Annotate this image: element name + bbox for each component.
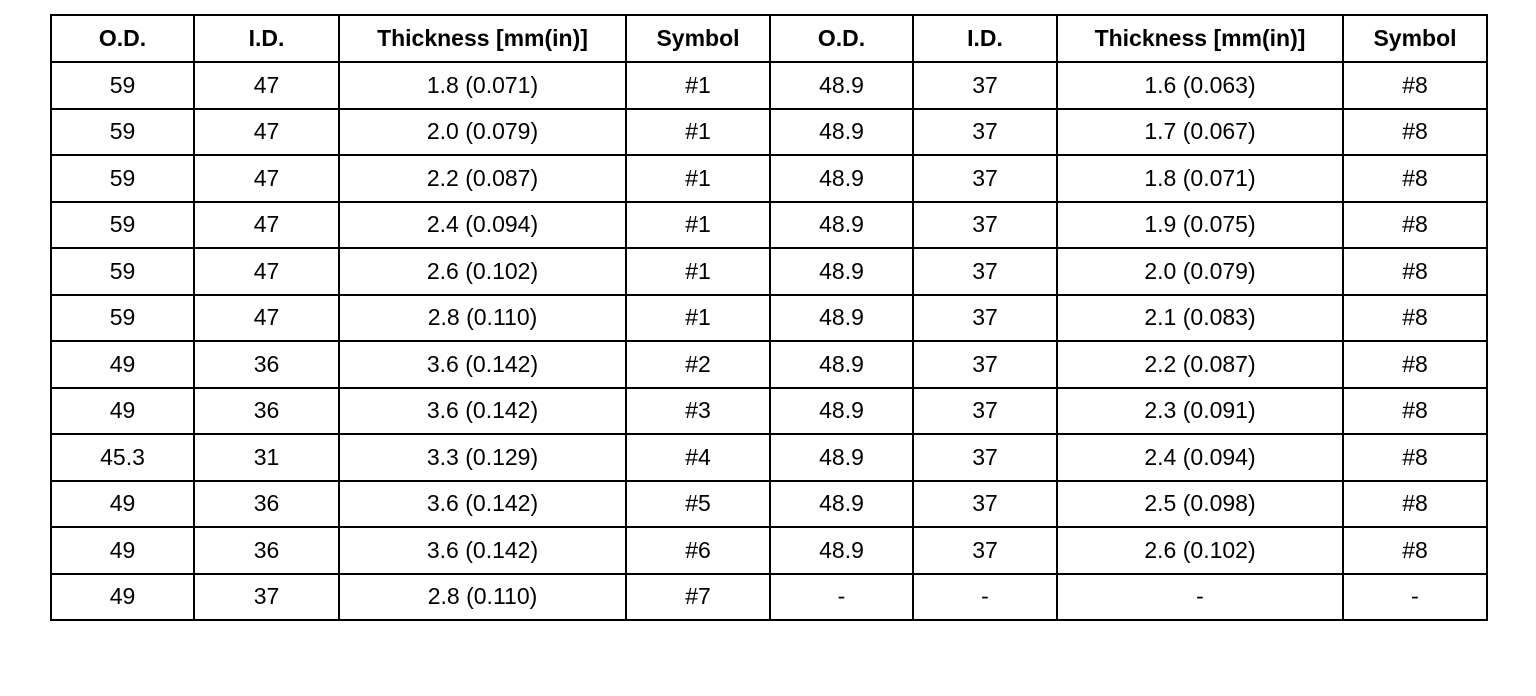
cell-id-right: 37 (913, 155, 1057, 202)
cell-od-left: 59 (51, 62, 194, 109)
cell-id-right: 37 (913, 295, 1057, 342)
cell-id-left: 37 (194, 574, 339, 621)
cell-od-right: 48.9 (770, 248, 913, 295)
cell-id-right: 37 (913, 62, 1057, 109)
table-row (51, 109, 1487, 156)
header-od-left: O.D. (51, 15, 194, 62)
cell-symbol-right: #8 (1343, 155, 1487, 202)
header-row (51, 15, 1487, 62)
cell-od-right: 48.9 (770, 295, 913, 342)
table-row (51, 574, 1487, 621)
cell-thickness-left: 3.6 (0.142) (339, 527, 626, 574)
header-thickness-left: Thickness [mm(in)] (339, 15, 626, 62)
cell-symbol-right: #8 (1343, 388, 1487, 435)
cell-symbol-right: #8 (1343, 341, 1487, 388)
table-row (51, 341, 1487, 388)
cell-od-left: 59 (51, 155, 194, 202)
header-symbol-right: Symbol (1343, 15, 1487, 62)
cell-symbol-right: #8 (1343, 248, 1487, 295)
cell-symbol-right: #8 (1343, 109, 1487, 156)
table-row (51, 202, 1487, 249)
cell-od-left: 49 (51, 388, 194, 435)
table-row (51, 388, 1487, 435)
table-row (51, 527, 1487, 574)
header-id-left: I.D. (194, 15, 339, 62)
cell-od-left: 49 (51, 481, 194, 528)
header-symbol-left: Symbol (626, 15, 770, 62)
cell-od-left: 59 (51, 109, 194, 156)
cell-thickness-left: 2.2 (0.087) (339, 155, 626, 202)
cell-symbol-left: #1 (626, 295, 770, 342)
cell-id-left: 36 (194, 341, 339, 388)
cell-id-left: 31 (194, 434, 339, 481)
cell-thickness-right: 1.8 (0.071) (1057, 155, 1343, 202)
cell-id-left: 36 (194, 388, 339, 435)
cell-symbol-left: #1 (626, 248, 770, 295)
cell-id-right: 37 (913, 248, 1057, 295)
cell-thickness-left: 1.8 (0.071) (339, 62, 626, 109)
cell-id-left: 47 (194, 248, 339, 295)
cell-thickness-left: 2.6 (0.102) (339, 248, 626, 295)
table-row (51, 155, 1487, 202)
cell-id-right: - (913, 574, 1057, 621)
cell-od-right: 48.9 (770, 155, 913, 202)
cell-symbol-left: #2 (626, 341, 770, 388)
cell-od-right: - (770, 574, 913, 621)
header-od-right: O.D. (770, 15, 913, 62)
header-thickness-right: Thickness [mm(in)] (1057, 15, 1343, 62)
cell-thickness-right: 1.9 (0.075) (1057, 202, 1343, 249)
cell-thickness-right: 1.6 (0.063) (1057, 62, 1343, 109)
cell-od-right: 48.9 (770, 62, 913, 109)
cell-symbol-left: #4 (626, 434, 770, 481)
cell-symbol-left: #1 (626, 62, 770, 109)
cell-od-right: 48.9 (770, 434, 913, 481)
cell-symbol-right: #8 (1343, 295, 1487, 342)
cell-symbol-right: #8 (1343, 527, 1487, 574)
cell-symbol-left: #6 (626, 527, 770, 574)
table-row (51, 248, 1487, 295)
cell-thickness-right: 2.3 (0.091) (1057, 388, 1343, 435)
cell-id-left: 47 (194, 295, 339, 342)
table-row (51, 295, 1487, 342)
cell-id-left: 47 (194, 109, 339, 156)
cell-id-right: 37 (913, 109, 1057, 156)
cell-thickness-left: 3.6 (0.142) (339, 341, 626, 388)
cell-id-left: 47 (194, 62, 339, 109)
shim-spec-table (50, 14, 1488, 621)
cell-symbol-right: #8 (1343, 202, 1487, 249)
cell-thickness-left: 2.4 (0.094) (339, 202, 626, 249)
cell-id-left: 36 (194, 481, 339, 528)
table-body (51, 62, 1487, 620)
cell-od-right: 48.9 (770, 388, 913, 435)
cell-id-left: 47 (194, 202, 339, 249)
cell-id-right: 37 (913, 527, 1057, 574)
cell-thickness-right: - (1057, 574, 1343, 621)
cell-od-left: 49 (51, 341, 194, 388)
cell-id-left: 47 (194, 155, 339, 202)
cell-thickness-right: 2.1 (0.083) (1057, 295, 1343, 342)
cell-symbol-left: #7 (626, 574, 770, 621)
cell-thickness-left: 3.3 (0.129) (339, 434, 626, 481)
cell-thickness-right: 2.5 (0.098) (1057, 481, 1343, 528)
cell-thickness-left: 2.8 (0.110) (339, 574, 626, 621)
cell-thickness-right: 2.0 (0.079) (1057, 248, 1343, 295)
table-row (51, 481, 1487, 528)
cell-id-right: 37 (913, 481, 1057, 528)
cell-symbol-left: #5 (626, 481, 770, 528)
table-row (51, 62, 1487, 109)
cell-thickness-right: 1.7 (0.067) (1057, 109, 1343, 156)
cell-symbol-left: #3 (626, 388, 770, 435)
cell-symbol-left: #1 (626, 155, 770, 202)
table-row (51, 434, 1487, 481)
cell-od-left: 59 (51, 295, 194, 342)
cell-id-left: 36 (194, 527, 339, 574)
cell-thickness-left: 3.6 (0.142) (339, 481, 626, 528)
cell-id-right: 37 (913, 202, 1057, 249)
cell-symbol-right: - (1343, 574, 1487, 621)
cell-symbol-right: #8 (1343, 434, 1487, 481)
cell-symbol-right: #8 (1343, 481, 1487, 528)
cell-symbol-left: #1 (626, 202, 770, 249)
cell-thickness-left: 3.6 (0.142) (339, 388, 626, 435)
header-id-right: I.D. (913, 15, 1057, 62)
cell-thickness-left: 2.0 (0.079) (339, 109, 626, 156)
cell-id-right: 37 (913, 388, 1057, 435)
cell-thickness-right: 2.6 (0.102) (1057, 527, 1343, 574)
cell-thickness-right: 2.4 (0.094) (1057, 434, 1343, 481)
cell-symbol-right: #8 (1343, 62, 1487, 109)
cell-od-left: 49 (51, 574, 194, 621)
cell-od-left: 49 (51, 527, 194, 574)
cell-id-right: 37 (913, 434, 1057, 481)
cell-id-right: 37 (913, 341, 1057, 388)
cell-od-right: 48.9 (770, 481, 913, 528)
cell-od-right: 48.9 (770, 527, 913, 574)
cell-thickness-right: 2.2 (0.087) (1057, 341, 1343, 388)
cell-symbol-left: #1 (626, 109, 770, 156)
cell-od-right: 48.9 (770, 109, 913, 156)
cell-od-left: 45.3 (51, 434, 194, 481)
cell-od-right: 48.9 (770, 202, 913, 249)
table-header (51, 15, 1487, 62)
cell-thickness-left: 2.8 (0.110) (339, 295, 626, 342)
cell-od-left: 59 (51, 248, 194, 295)
cell-od-left: 59 (51, 202, 194, 249)
cell-od-right: 48.9 (770, 341, 913, 388)
